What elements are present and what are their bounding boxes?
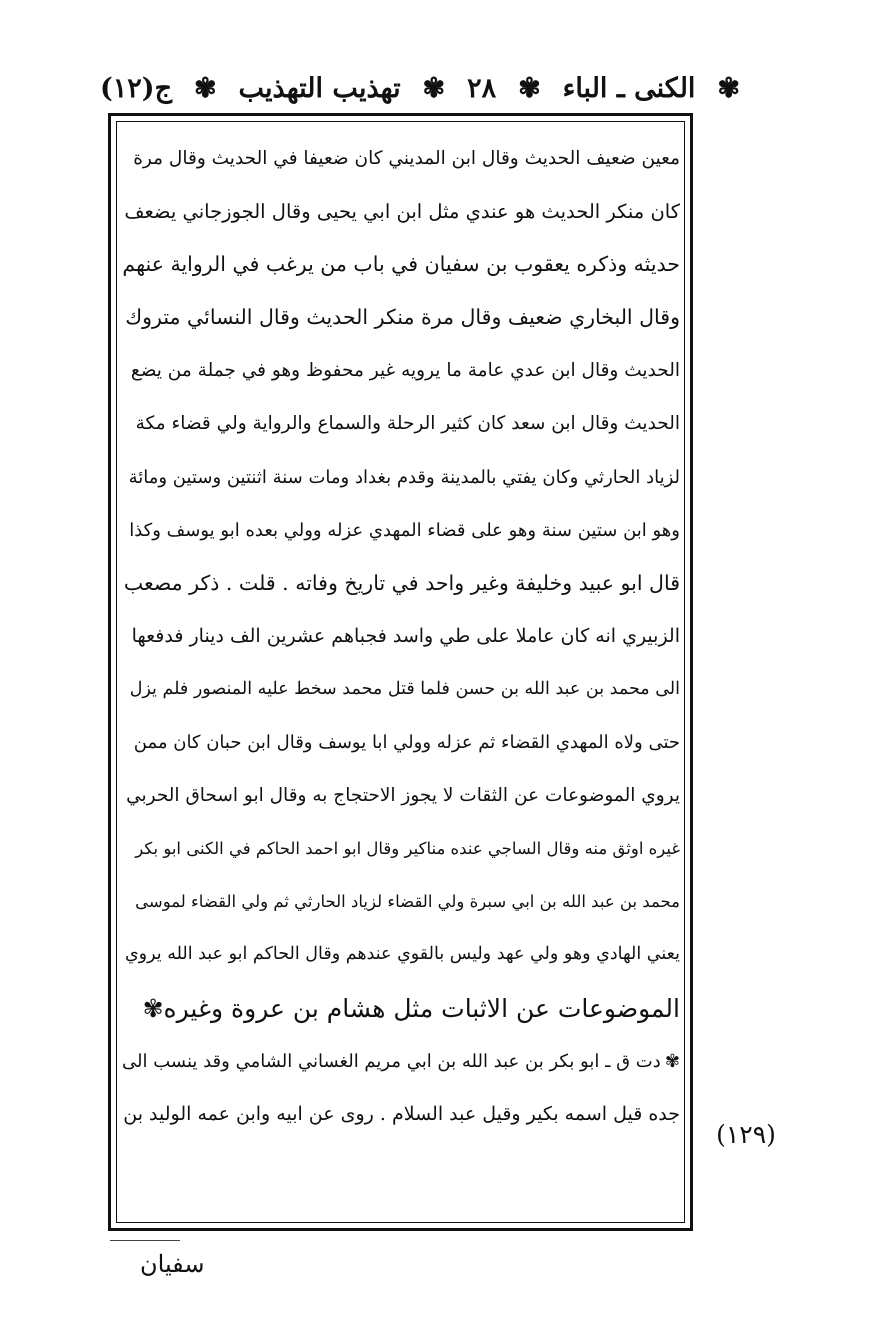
entry-line <box>122 1035 680 1088</box>
ornament-icon: ✾ <box>664 1050 680 1072</box>
body-line: وهو ابن ستين سنة وهو على قضاء المهدي عزله وولي بعده ابو يوسف وكذا <box>129 519 680 541</box>
page-header <box>100 66 740 110</box>
body-line: الزبيري انه كان عاملا على طي واسد فجباهم عشرين الف دينار فدفعها <box>131 624 680 647</box>
body-line: حتى ولاه المهدي القضاء ثم عزله وولي ابا يوسف وقال ابن حبان كان ممن <box>133 732 680 754</box>
ornament-icon: ✾ <box>193 72 217 104</box>
body-line: معين ضعيف الحديث وقال ابن المديني كان ضعيفا في الحديث وقال مرة <box>133 148 680 169</box>
ornament-icon: ✾ <box>142 993 164 1023</box>
entry-line: جده قيل اسمه بكير وقيل عبد السلام . روى عن ابيه وابن عمه الوليد بن <box>123 1102 680 1125</box>
body-line: حديثه وذكره يعقوب بن سفيان في باب من يرغب في الرواية عنهم <box>122 252 680 277</box>
ornament-icon: ✾ <box>717 72 740 104</box>
body-line: لزياد الحارثي وكان يفتي بالمدينة وقدم بغداد ومات سنة اثنتين وستين ومائة <box>128 466 680 488</box>
body-line: كان منكر الحديث هو عندي مثل ابن ابي يحيى وقال الجوزجاني يضعف <box>124 200 680 224</box>
body-line-text: الموضوعات عن الاثبات مثل هشام بن عروة وغيره <box>163 993 680 1023</box>
body-line: الحديث وقال ابن سعد كان كثير الرحلة والسماع والرواية ولي قضاء مكة <box>135 413 680 435</box>
catchword: سفيان <box>140 1250 205 1278</box>
header-page-number: ٢٨ <box>467 72 497 104</box>
ornament-icon: ✾ <box>518 72 541 104</box>
entry-line-text: دت ق ـ ابو بكر بن عبد الله بن ابي مريم الغساني الشامي وقد ينسب الى <box>122 1050 661 1072</box>
body-line-final <box>122 982 680 1035</box>
header-volume: ج(١٢) <box>100 72 173 104</box>
ornament-icon: ✾ <box>422 72 446 104</box>
header-section: الكنى ـ الباء <box>562 72 696 104</box>
footer-rule <box>110 1240 180 1241</box>
body-line: وقال البخاري ضعيف وقال مرة منكر الحديث وقال النسائي متروك <box>125 305 680 330</box>
body-line: محمد بن عبد الله بن ابي سبرة ولي القضاء لزياد الحارثي ثم ولي القضاء لموسى <box>135 892 680 912</box>
page-body <box>122 132 680 1141</box>
header-book-title: تهذيب التهذيب <box>238 72 401 104</box>
body-line: الى محمد بن عبد الله بن حسن فلما قتل محمد سخط عليه المنصور فلم يزل <box>129 678 680 699</box>
body-line: الحديث وقال ابن عدي عامة ما يرويه غير محفوظ وهو في جملة من يضع <box>130 360 680 382</box>
body-line: يعني الهادي وهو ولي عهد وليس بالقوي عندهم وقال الحاكم ابو عبد الله يروي <box>124 944 680 965</box>
body-line: يروي الموضوعات عن الثقات لا يجوز الاحتجاج به وقال ابو اسحاق الحربي <box>126 785 680 807</box>
entry-number: (١٢٩) <box>716 1120 776 1149</box>
body-line: غيره اوثق منه وقال الساجي عنده مناكير وقال ابو احمد الحاكم في الكنى ابو بكر <box>135 839 680 859</box>
body-line: قال ابو عبيد وخليفة وغير واحد في تاريخ وفاته . قلت . ذكر مصعب <box>123 570 680 595</box>
